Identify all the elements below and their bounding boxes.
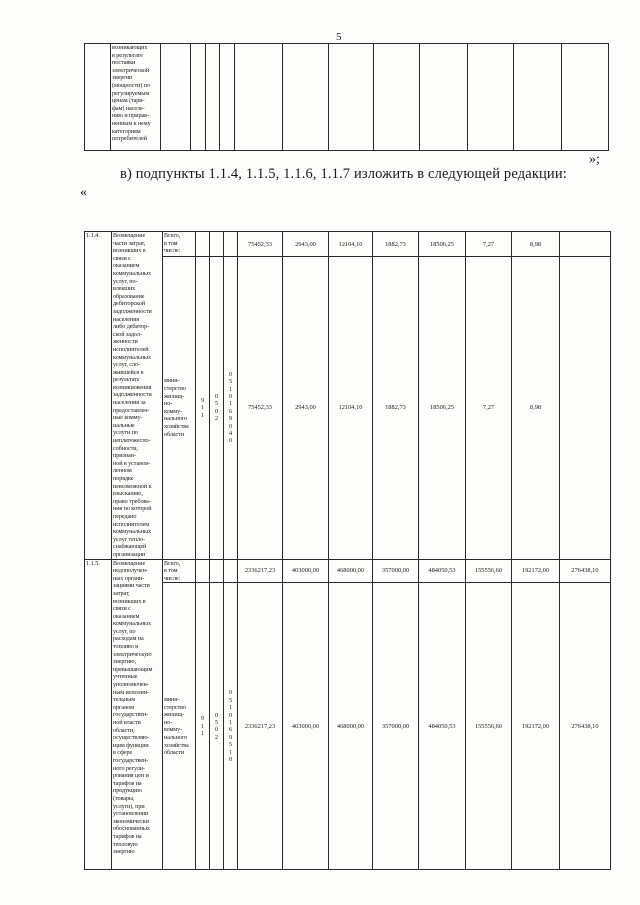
row-description: Возмещение недополучен- ных органи- зациями части затрат, возникших в связи с оказанием коммунальных услуг, по расходам на топливо и электрическую энергию, превышающим учтенные уполномочен- ным исполни- тельным органом государствен- ной власти области, осуществляю- щим функции в сфере государствен- ного регули- рования цен и тарифов на продукцию (товары, услуги), при установлении экономически обоснованных тарифов на тепловую энергию	[112, 559, 163, 870]
table-row	[85, 559, 611, 583]
fragment-description: возникающих в результате поставки электрической энергии (мощности) по регулируемым ценам (тари- фам) населе- нию и прирав- ненным к нему категориям потребителей	[111, 44, 161, 151]
detail-value: 75452,33	[238, 257, 283, 559]
total-value: 484050,53	[419, 559, 466, 583]
detail-value: 1882,73	[373, 257, 419, 559]
code-section: 0 5 0 2	[210, 257, 224, 559]
total-value: 2943,00	[283, 232, 329, 257]
amendment-heading: в) подпункты 1.1.4, 1.1.5, 1.1.6, 1.1.7 изложить в следующей редакции:	[120, 166, 567, 182]
page-number: 5	[336, 31, 342, 43]
opening-quote-mark: «	[80, 185, 87, 200]
table-row	[85, 583, 611, 870]
total-value: 192172,00	[512, 559, 560, 583]
total-value: 75452,33	[238, 232, 283, 257]
previous-table-fragment	[84, 43, 609, 151]
cell-number	[85, 44, 111, 151]
detail-value: 484050,53	[419, 583, 466, 870]
code-article: 0 5 1 0 1 6 9 0 4 0	[224, 257, 238, 559]
total-value: 1882,73	[373, 232, 419, 257]
detail-value: 7,27	[466, 257, 512, 559]
total-value: 12104,10	[329, 232, 373, 257]
detail-value: 18506,25	[419, 257, 466, 559]
total-value: 18506,25	[419, 232, 466, 257]
code-grbs: 9 1 1	[196, 583, 210, 870]
code-article: 0 5 1 0 1 6 9 5 1 0	[224, 583, 238, 870]
detail-value: 2943,00	[283, 257, 329, 559]
detail-value: 12104,10	[329, 257, 373, 559]
table-row	[85, 257, 611, 559]
detail-value	[560, 257, 611, 559]
total-value: 403000,00	[283, 559, 329, 583]
code-grbs: 9 1 1	[196, 257, 210, 559]
total-value	[560, 232, 611, 257]
detail-value: 468000,00	[329, 583, 373, 870]
executor: мини- стерство жилищ- но- комму- нального хозяйства области	[163, 583, 196, 870]
closing-quote-mark: »;	[589, 152, 600, 167]
code-section: 0 5 0 2	[210, 583, 224, 870]
executor: мини- стерство жилищ- но- комму- нального хозяйства области	[163, 257, 196, 559]
table-row	[85, 232, 611, 257]
row-number: 1.1.4.	[85, 232, 112, 560]
detail-value: 357000,00	[373, 583, 419, 870]
total-value: 8,98	[512, 232, 560, 257]
total-value: 2336217,23	[238, 559, 283, 583]
row-description: Возмещение части затрат, возникших в связи с оказанием коммунальных услуг, по- влекших образование дебиторской задолженности населения либо дебитор- ской задол- женности исполнителей коммунальных услуг, сло- жившейся в результате возникновения задолженности населения за предоставлен- ные комму- нальные услуги по неплатежеспо- собности, признан- ной в установ- ленном порядке невозможной к взысканию, право требова- ния по которой передано исполнителем коммунальных услуг тепло- снабжающей организации	[112, 232, 163, 560]
total-value: 468000,00	[329, 559, 373, 583]
total-value: 7,27	[466, 232, 512, 257]
budget-table	[84, 231, 611, 870]
total-value: 357000,00	[373, 559, 419, 583]
row-number: 1.1.5.	[85, 559, 112, 870]
total-value: 155556,60	[466, 559, 512, 583]
detail-value: 276438,10	[560, 583, 611, 870]
detail-value: 2336217,23	[238, 583, 283, 870]
detail-value: 403000,00	[283, 583, 329, 870]
detail-value: 192172,00	[512, 583, 560, 870]
total-label: Всего, в том числе:	[163, 559, 196, 583]
detail-value: 8,98	[512, 257, 560, 559]
detail-value: 155556,60	[466, 583, 512, 870]
total-value: 276438,10	[560, 559, 611, 583]
total-label: Всего, в том числе:	[163, 232, 196, 257]
